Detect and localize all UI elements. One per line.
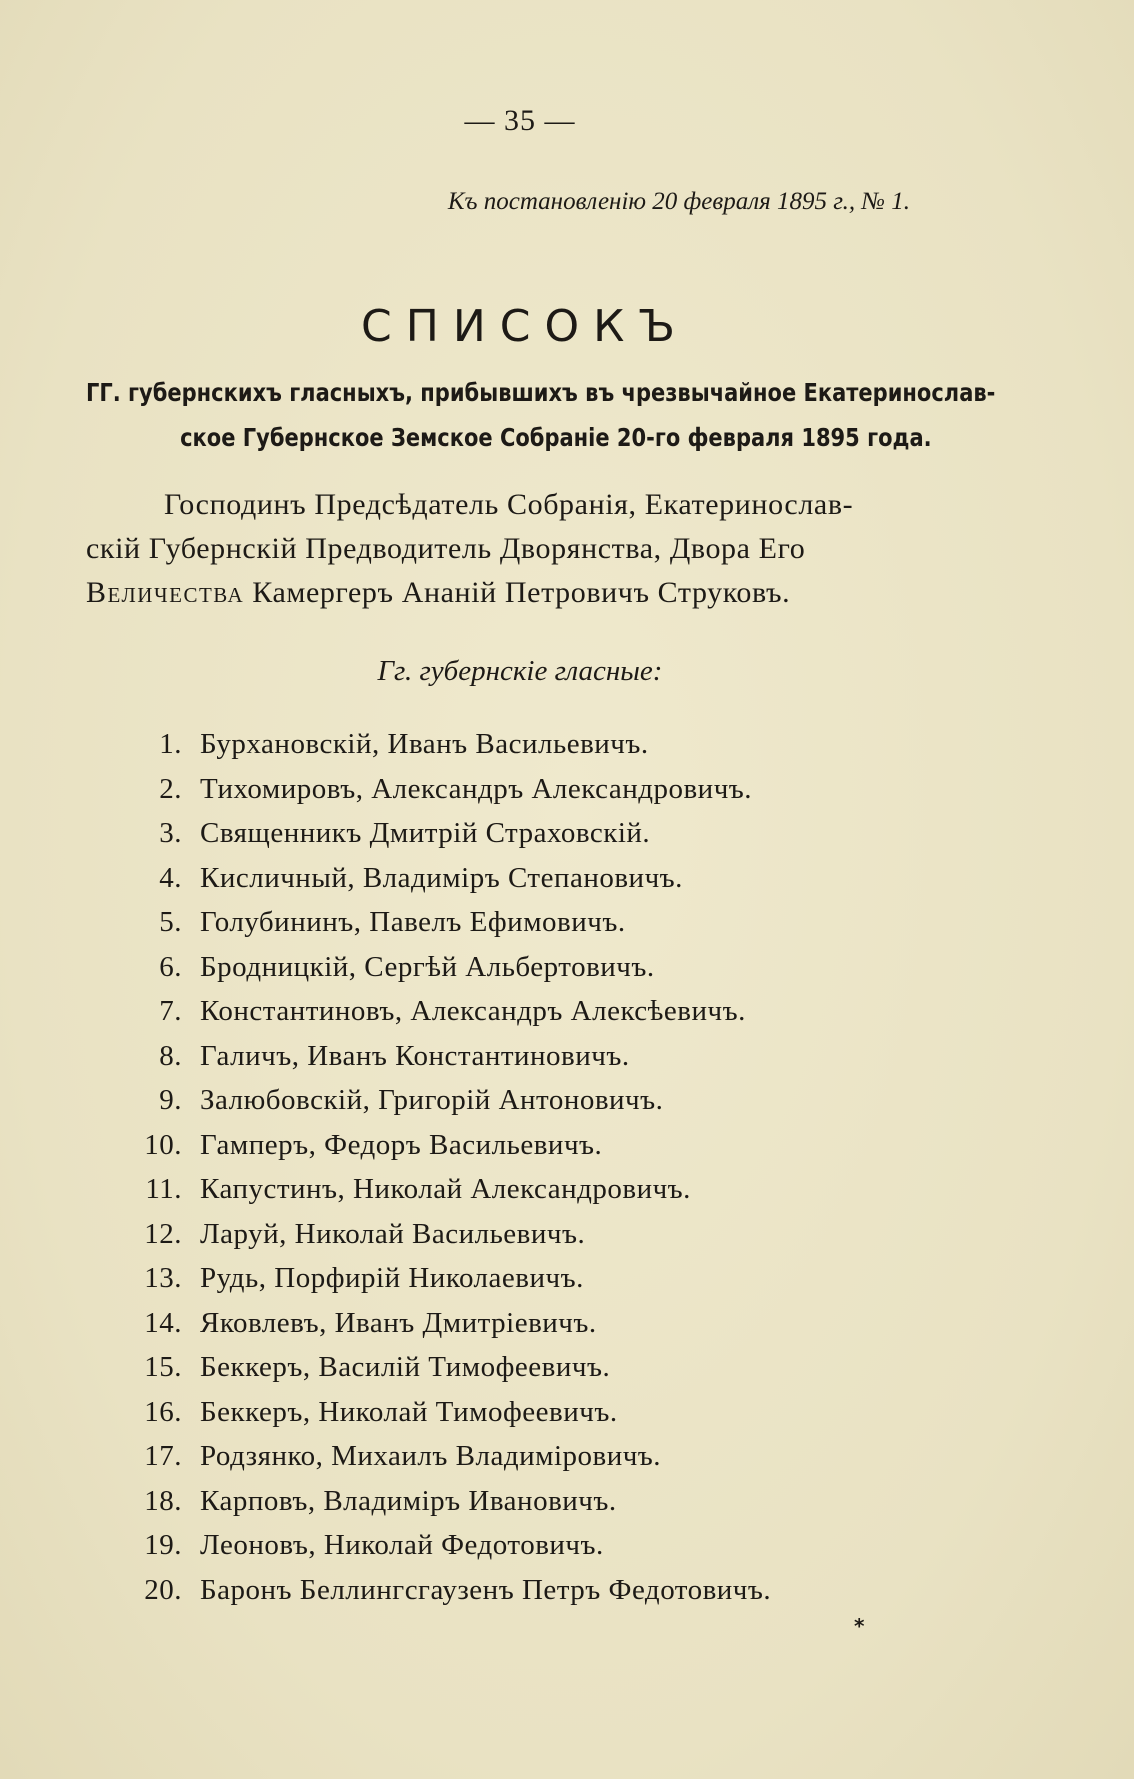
list-item — [120, 856, 771, 901]
list-item-number: 2. — [159, 772, 182, 805]
list-item-number: 18. — [144, 1484, 182, 1517]
page-title: СПИСОКЪ — [361, 301, 689, 353]
list-item-name: Залюбовскій, Григорій Антоновичъ. — [200, 1084, 664, 1116]
list-item-name: Яковлевъ, Иванъ Дмитріевичъ. — [200, 1306, 597, 1339]
list-item-number: 1. — [159, 728, 182, 760]
list-item-name: Леоновъ, Николай Федотовичъ. — [200, 1529, 604, 1561]
list-item-name: Карповъ, Владиміръ Ивановичъ. — [200, 1484, 617, 1517]
page-number: — 35 — — [464, 104, 576, 137]
list-item-number: 13. — [144, 1262, 182, 1294]
list-item-number: 10. — [144, 1128, 182, 1161]
list-item — [120, 1390, 771, 1435]
list-item-number: 6. — [159, 950, 182, 983]
list-item-name: Константиновъ, Александръ Алексѣевичъ. — [200, 995, 746, 1027]
list-item-number: 11. — [145, 1173, 182, 1205]
list-item-name: Голубининъ, Павелъ Ефимовичъ. — [200, 906, 626, 938]
list-item-name: Рудь, Порфирій Николаевичъ. — [200, 1262, 584, 1294]
list-item-number: 9. — [159, 1084, 182, 1116]
list-item — [120, 1301, 771, 1346]
list-item-number: 5. — [159, 906, 182, 938]
list-item-name: Гамперъ, Федоръ Васильевичъ. — [200, 1128, 603, 1161]
list-item — [120, 1523, 771, 1568]
list-item-number: 17. — [144, 1440, 182, 1472]
list-item — [120, 1078, 771, 1123]
list-item-name: Тихомировъ, Александръ Александровичъ. — [200, 772, 753, 805]
chairman-line-3 — [86, 571, 951, 615]
list-item-name: Капустинъ, Николай Александровичъ. — [200, 1173, 691, 1205]
list-item — [120, 1256, 771, 1301]
list-item-number: 15. — [144, 1351, 182, 1383]
members-list — [120, 722, 771, 1612]
chairman-line-3-smallcaps: Величества — [86, 576, 245, 609]
list-item-name: Бродницкій, Сергѣй Альбертовичъ. — [200, 950, 655, 983]
list-item — [120, 811, 771, 856]
list-item-name: Беккеръ, Николай Тимофеевичъ. — [200, 1395, 618, 1428]
list-item — [120, 1167, 771, 1212]
list-item-number: 19. — [144, 1529, 182, 1561]
list-item-name: Беккеръ, Василій Тимофеевичъ. — [200, 1351, 611, 1383]
list-item — [120, 1212, 771, 1257]
list-item-name: Ларуй, Николай Васильевичъ. — [200, 1217, 586, 1250]
list-item — [120, 722, 771, 767]
list-item-number: 20. — [144, 1573, 182, 1606]
list-item — [120, 1479, 771, 1524]
list-item-name: Кисличный, Владиміръ Степановичъ. — [200, 861, 683, 894]
list-item — [120, 945, 771, 990]
list-subtitle — [86, 370, 996, 460]
list-item — [120, 1568, 771, 1613]
list-item-number: 3. — [159, 817, 182, 849]
list-item-number: 14. — [144, 1306, 182, 1339]
list-item-name: Бурхановскій, Иванъ Васильевичъ. — [200, 728, 649, 760]
chairman-line-2: скій Губернскій Предводитель Дворянства, Двора Его — [86, 532, 806, 565]
subtitle-line-2: ское Губернское Земское Собраніе 20-го февраля 1895 года. — [180, 423, 932, 452]
list-item-name: Баронъ Беллингсгаузенъ Петръ Федотовичъ. — [200, 1573, 772, 1606]
list-item-name: Галичъ, Иванъ Константиновичъ. — [200, 1039, 630, 1072]
list-item-number: 12. — [144, 1217, 182, 1250]
chairman-paragraph — [86, 483, 951, 615]
list-item — [120, 1345, 771, 1390]
footer-asterisk: * — [854, 1614, 865, 1638]
resolution-reference: Къ постановленію 20 февраля 1895 г., № 1. — [447, 188, 910, 215]
list-item-number: 16. — [144, 1395, 182, 1428]
chairman-line-1: Господинъ Предсѣдатель Собранія, Екатеринослав- — [164, 488, 854, 521]
list-item-name: Родзянко, Михаилъ Владиміровичъ. — [200, 1440, 662, 1472]
list-item — [120, 1034, 771, 1079]
list-item-number: 8. — [159, 1039, 182, 1072]
list-item-number: 7. — [159, 995, 182, 1027]
chairman-line-3-rest: Камергеръ Ананій Петровичъ Струковъ. — [244, 576, 791, 609]
list-item — [120, 1434, 771, 1479]
subtitle-line-1: ГГ. губернскихъ гласныхъ, прибывшихъ въ чрезвычайное Екатеринослав- — [86, 378, 996, 407]
list-item — [120, 900, 771, 945]
section-heading: Гг. губернскіе гласные: — [377, 655, 663, 687]
list-item-number: 4. — [159, 861, 182, 894]
list-item — [120, 1123, 771, 1168]
list-item-name: Священникъ Дмитрій Страховскій. — [200, 817, 651, 849]
list-item — [120, 767, 771, 812]
list-item — [120, 989, 771, 1034]
